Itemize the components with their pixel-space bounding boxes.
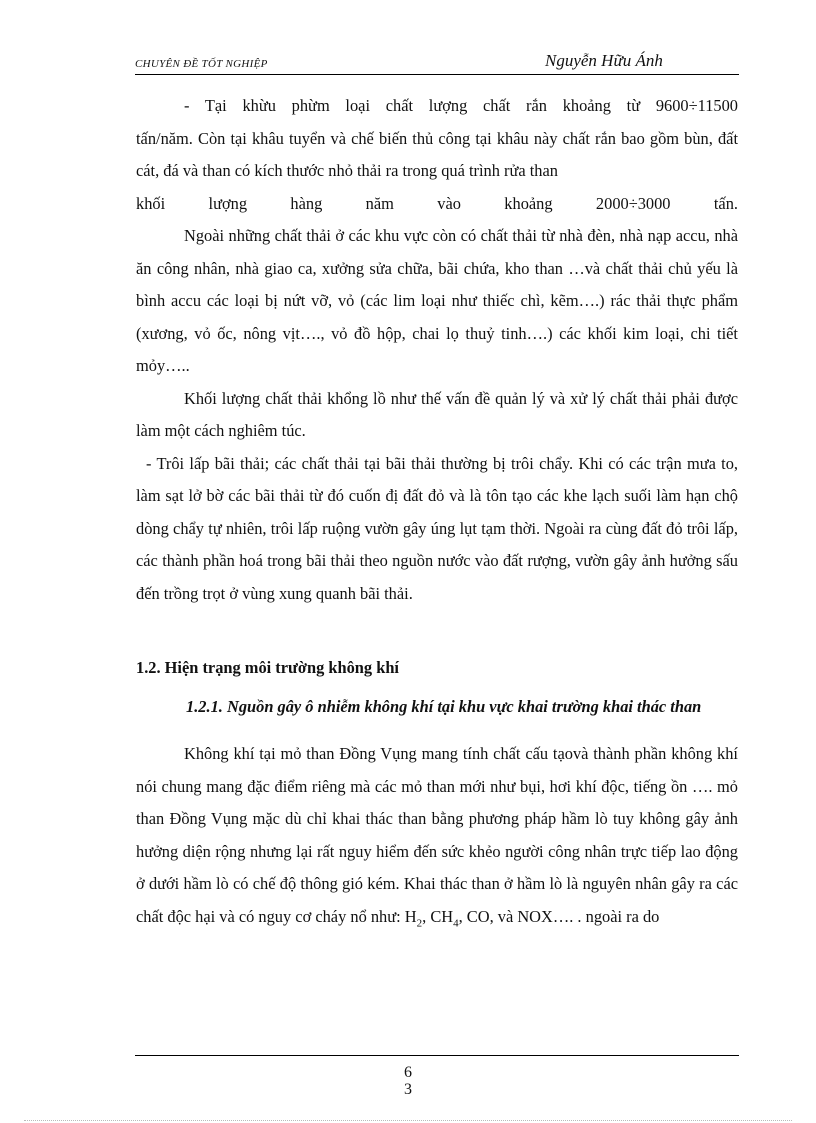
paragraph-4: - Trôi lấp bãi thải; các chất thải tại bãi thải thường bị trôi chẩy. Khi có các trận mưa to, làm sạt lở bờ các bãi thải từ đó cuốn đị đất đỏ và là tôn tạo các khe lạch suối làm hạn chộ dòng chẩy tự nhiên, trôi lấp ruộng vườn gây úng lụt tạm thời. Ngoài ra cùng đất đỏ trôi lấp, các thành phần hoá trong bãi thải theo nguồn nước vào đất rượng, vườn gây ảnh hưởng sấu đến trồng trọt ở vùng xung quanh bãi thải. <box>136 453 738 603</box>
paragraph-3: Khối lượng chất thải khổng lồ như thế vấn đề quản lý và xử lý chất thải phải được làm một cách nghiêm túc. <box>136 388 738 440</box>
subscript-h2: 2 <box>416 916 423 929</box>
paragraph-1-last-line: khối lượng hàng năm vào khoảng 2000÷3000 tấn. <box>136 193 738 213</box>
footer-rule <box>135 1055 739 1056</box>
paragraph-1-first-line: - Tại khừu phừm loại chất lượng chất rắn khoảng từ 9600÷11500 <box>184 96 738 115</box>
page-number-secondary: 3 <box>404 1081 412 1098</box>
header-document-type: CHUYÊN ĐỀ TỐT NGHIỆP <box>135 58 268 70</box>
header-author-name: Nguyễn Hữu Ánh <box>545 51 663 70</box>
paragraph-5-end: , CO, và NOX…. . ngoài ra do <box>458 906 660 926</box>
paragraph-1-continued: tấn/năm. Còn tại khâu tuyển và chế biến thủ công tại khâu này chất rắn bao gồm bùn, đất cát, đá và than có kích thước nhỏ thải ra trong quá trình rửa than <box>136 128 738 180</box>
subsection-heading: 1.2.1. Nguồn gây ô nhiễm không khí tại khu vực khai trường khai thác than <box>186 697 702 716</box>
body-text-top <box>136 90 738 610</box>
paragraph-5-text: Không khí tại mỏ than Đồng Vụng mang tính chất cấu tạovà thành phần không khí nói chung mang đặc điểm riêng mà các mỏ than mới như bụi, hơi khí độc, tiếng ồn …. mỏ than Đồng Vụng mặc dù chỉ khai thác than bằng phương pháp hầm lò tuy không gây ảnh hưởng diện rộng nhưng lại rất nguy hiểm đến sức khẻo người công nhân trực tiếp lao động ở dưới hầm lò có chế độ thông gió kém. Khai thác than ở hầm lò là nguyên nhân gây ra các chất độc hại và có nguy cơ cháy nổ như: H <box>136 744 738 926</box>
paragraph-5-mid: , CH <box>422 906 454 926</box>
page-header <box>135 48 739 75</box>
page-number: 6 <box>404 1064 412 1081</box>
page-bottom-border <box>24 1120 792 1121</box>
paragraph-2: Ngoài những chất thải ở các khu vực còn có chất thải từ nhà đèn, nhà nạp accu, nhà ăn công nhân, nhà giao ca, xưởng sửa chữa, bãi chứa, kho than …và chất thải chủ yếu là bình accu các loại bị nứt vỡ, vỏ (các lim loại như thiếc chì, kẽm….) rác thải thực phẩm (xương, vỏ ốc, nông vịt…., vỏ đồ hộp, chai lọ thuỷ tinh….) các khối kim loại, chi tiết mỏy….. <box>136 226 738 375</box>
section-heading: 1.2. Hiện trạng môi trường không khí <box>136 658 399 677</box>
subscript-ch4: 4 <box>453 916 459 929</box>
paragraph-5 <box>136 738 738 933</box>
body-text-bottom <box>136 738 738 933</box>
